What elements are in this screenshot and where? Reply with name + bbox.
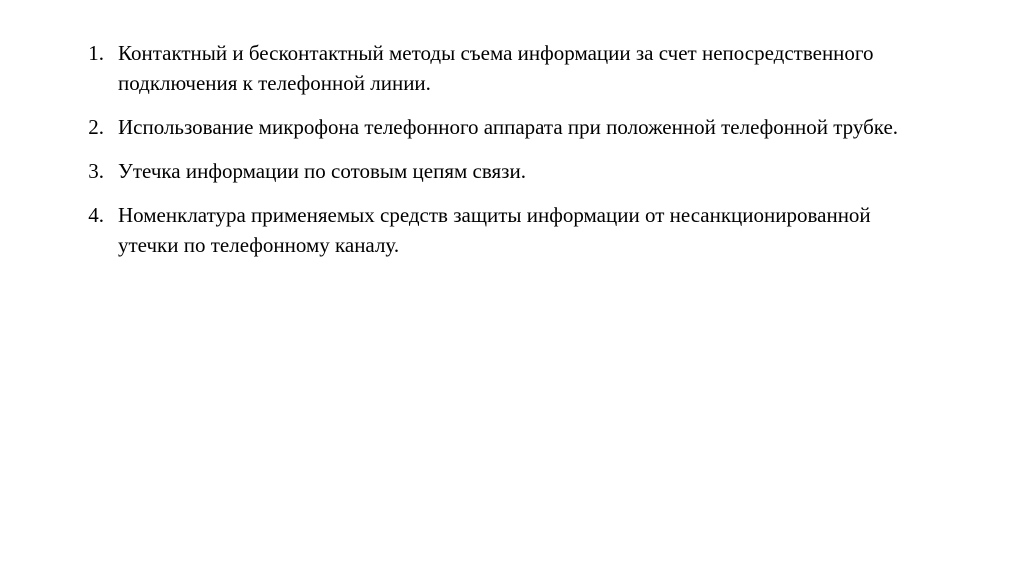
list-item-marker: 2.: [88, 115, 104, 139]
list-item-text: Утечка информации по сотовым цепям связи.: [118, 159, 526, 183]
list-item-text: Номенклатура применяемых средств защиты информации от несанкционированной утечки по телефонному каналу.: [118, 203, 871, 257]
list-item-marker: 4.: [88, 203, 104, 227]
list-item: [72, 38, 952, 98]
list-item-marker: 1.: [88, 41, 104, 65]
list-item: [72, 112, 952, 142]
list-item-text: Контактный и бесконтактный методы съема информации за счет непосредственного подключения к телефонной линии.: [118, 41, 874, 95]
list-item: [72, 200, 952, 260]
list-item: [72, 156, 952, 186]
list-item-marker: 3.: [88, 159, 104, 183]
numbered-list: [72, 38, 952, 260]
list-item-text: Использование микрофона телефонного аппарата при положенной телефонной трубке.: [118, 115, 899, 139]
